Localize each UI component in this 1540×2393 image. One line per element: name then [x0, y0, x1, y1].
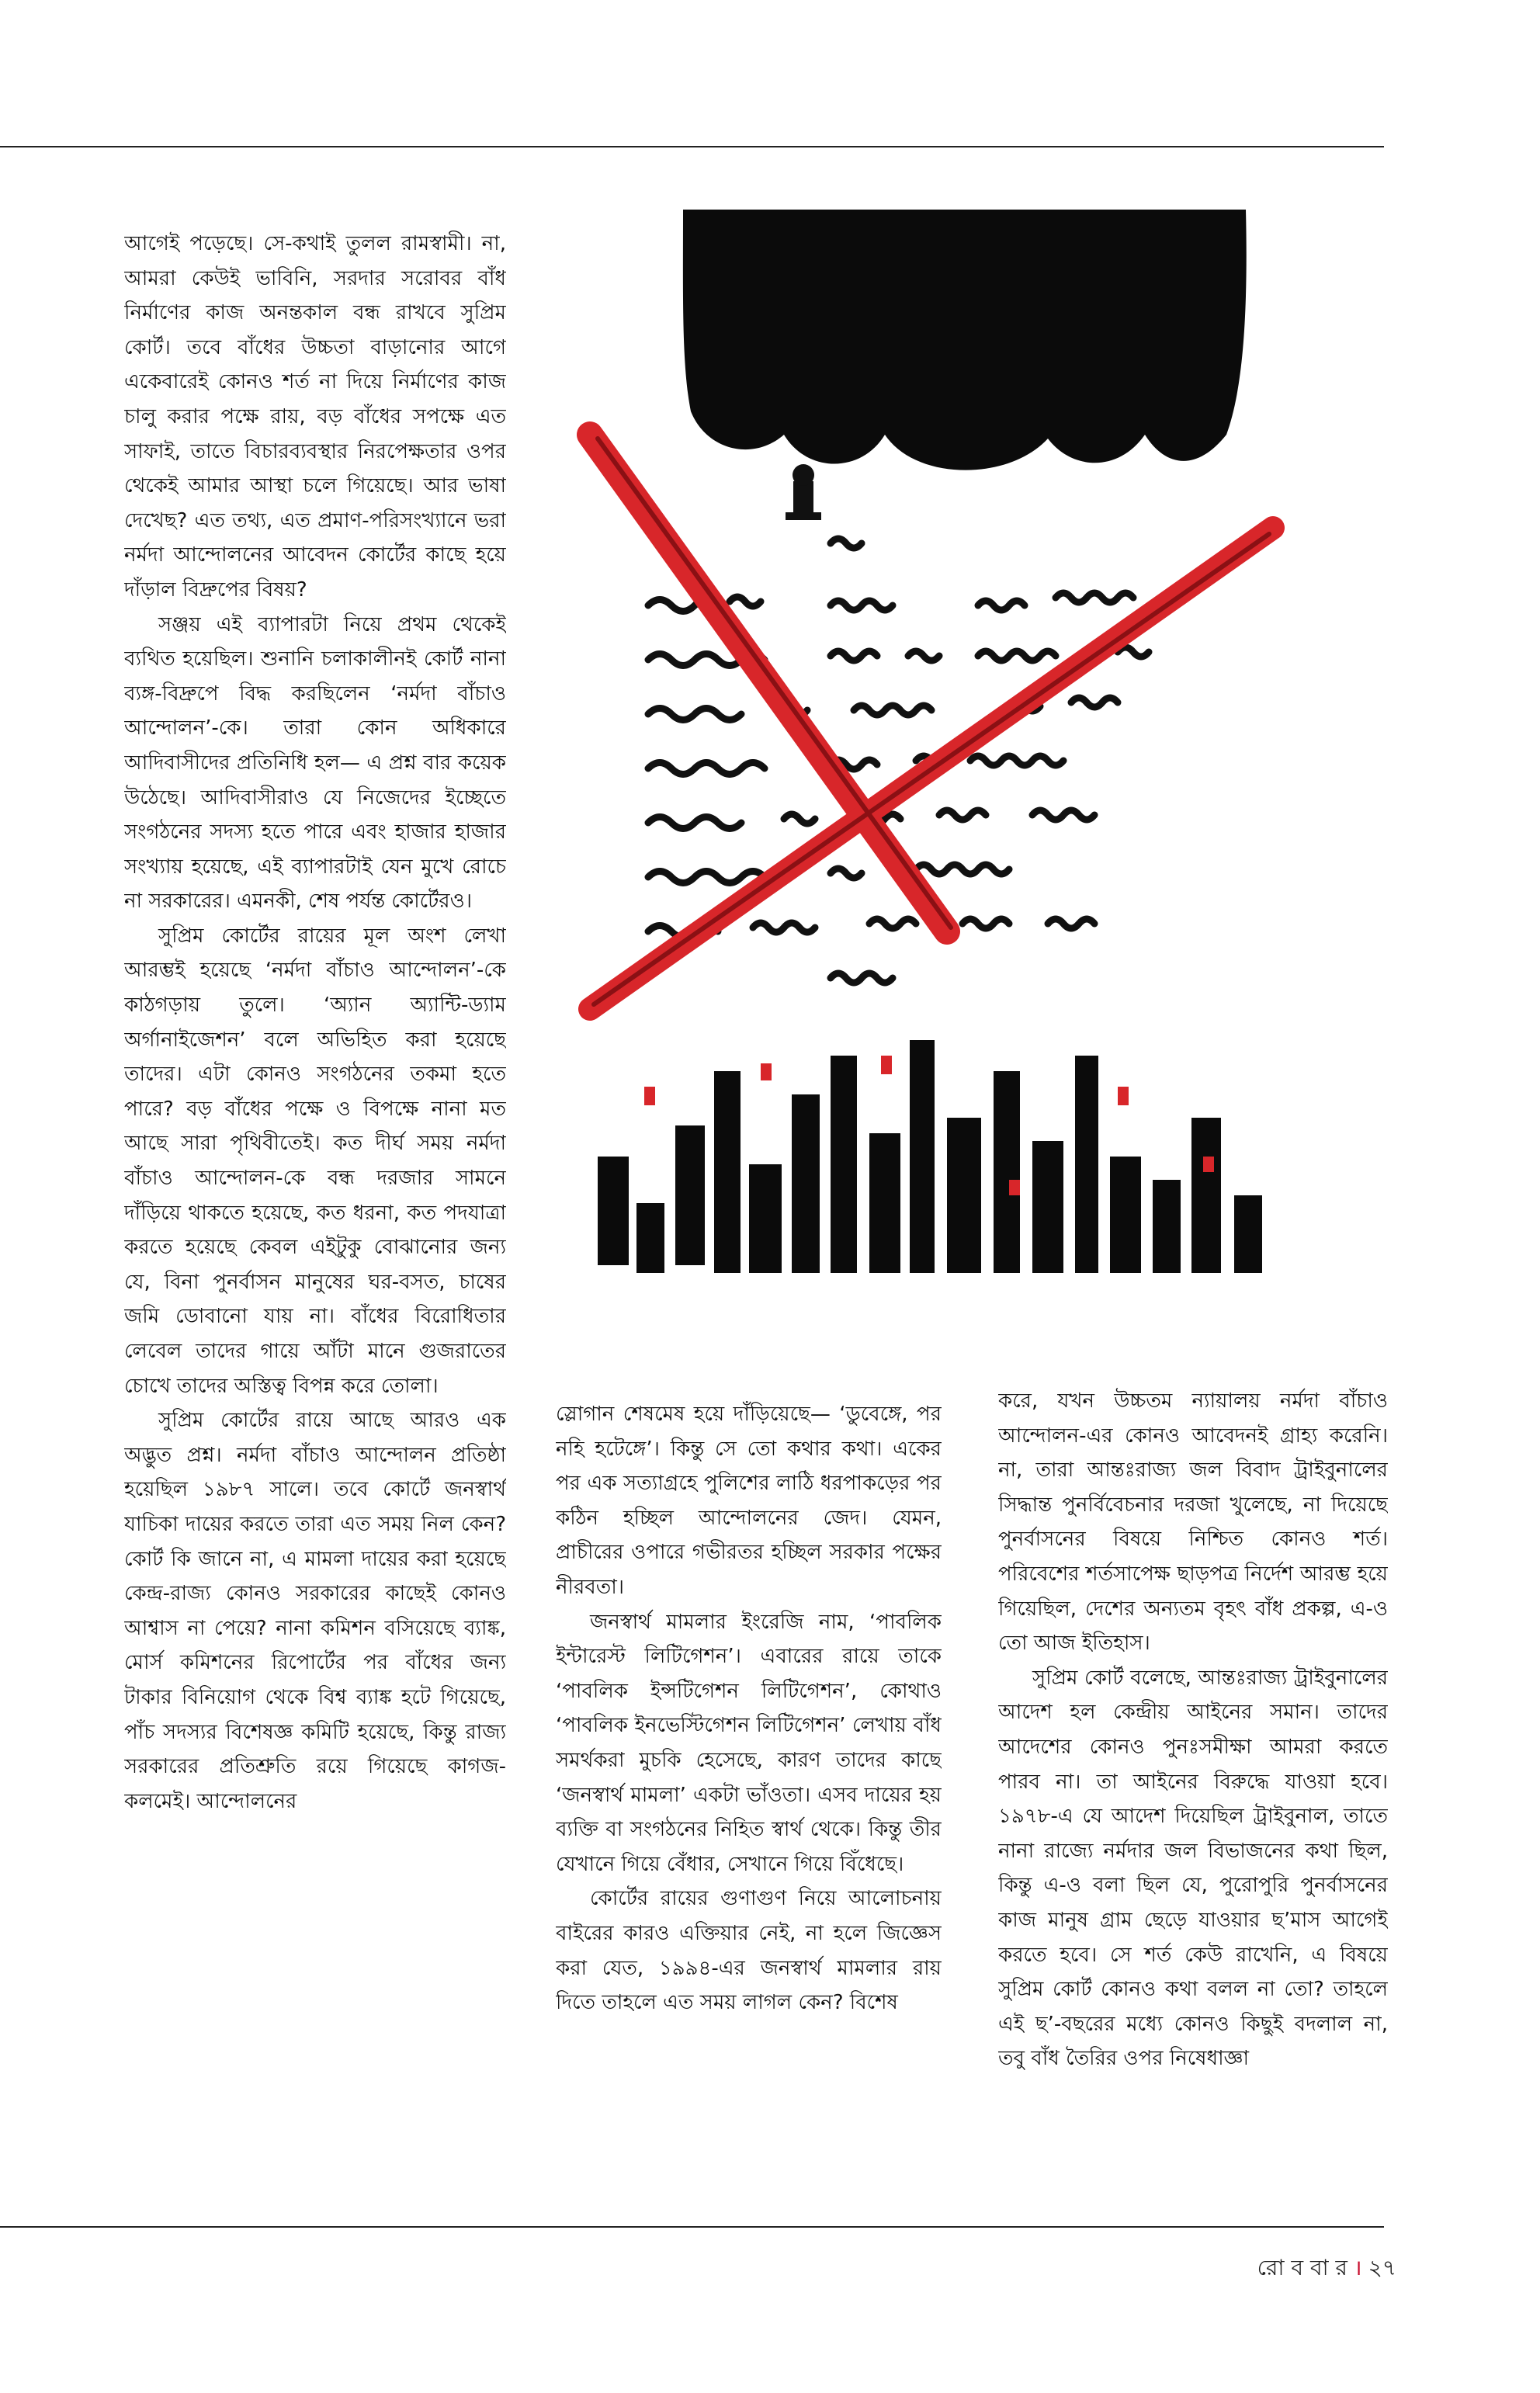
- page-number: ২৭: [1368, 2255, 1396, 2280]
- paragraph: স্লোগান শেষমেষ হয়ে দাঁড়িয়েছে— ‘ডুবেঙ্গে, পর নহি হটেঙ্গে’। কিন্তু সে তো কথার কথা। একের পর এক সত্যাগ্রহে পুলিশের লাঠি ধরপাকড়ের পর কঠিন হচ্ছিল আন্দোলনের জেদ। যেমন, প্রাচীরের ওপারে গভীরতর হচ্ছিল সরকার পক্ষের নীরবতা।: [556, 1403, 942, 1599]
- emblem-icon: [786, 464, 821, 520]
- paragraph: কোর্টের রায়ের গুণাগুণ নিয়ে আলোচনায় বাইরের কারও এক্তিয়ার নেই, না হলে জিজ্ঞেস করা যেত, ১৯৯৪-এর জনস্বার্থ মামলার রায় দিতে তাহলে এত সময় লাগল কেন? বিশেষ: [556, 1887, 942, 2015]
- protest-crowd: [598, 1040, 1262, 1273]
- black-wig-shape: [683, 210, 1247, 470]
- red-cross-mark: [590, 435, 1273, 1009]
- text-column-right: [998, 1384, 1388, 2169]
- paragraph: সুপ্রিম কোর্ট বলেছে, আন্তঃরাজ্য ট্রাইবুনালের আদেশ হল কেন্দ্রীয় আইনের সমান। তাদের আদেশের কোনও পুনঃসমীক্ষা আমরা করতে পারব না। তা আইনের বিরুদ্ধে যাওয়া হবে। ১৯৭৮-এ যে আদেশ দিয়েছিল ট্রাইবুনাল, তাতে নানা রাজ্যে নর্মদার জল বিভাজনের কথা ছিল, কিন্তু এ-ও বলা ছিল যে, পুরোপুরি পুনর্বাসনের কাজ মানুষ গ্রাম ছেড়ে যাওয়ার ছ’মাস আগেই করতে হবে। সে শর্ত কেউ রাখেনি, এ বিষয়ে সুপ্রিম কোর্ট কোনও কথা বলল না তো? তাহলে এই ছ’-বছরের মধ্যে কোনও কিছুই বদলাল না, তবু বাঁধ তৈরির ওপর নিষেধাজ্ঞা: [998, 1666, 1388, 2071]
- publication-name: রো ব বা র: [1257, 2255, 1348, 2280]
- top-rule: [0, 146, 1384, 147]
- paragraph: করে, যখন উচ্চতম ন্যায়ালয় নর্মদা বাঁচাও আন্দোলন-এর কোনও আবেদনই গ্রাহ্য করেনি। না, তারা আন্তঃরাজ্য জল বিবাদ ট্রাইবুনালের সিদ্ধান্ত পুনর্বিবেচনার দরজা খুলেছে, না দিয়েছে পুনর্বাসনের বিষয়ে নিশ্চিত কোনও শর্ত। পরিবেশের শর্তসাপেক্ষ ছাড়পত্র নির্দেশ আরম্ভ হয়ে গিয়েছিল, দেশের অন্যতম বৃহৎ বাঁধ প্রকল্প, এ-ও তো আজ ইতিহাস।: [998, 1389, 1388, 1656]
- paragraph: সুপ্রিম কোর্টের রায়ে আছে আরও এক অদ্ভুত প্রশ্ন। নর্মদা বাঁচাও আন্দোলন প্রতিষ্ঠা হয়েছিল ১৯৮৭ সালে। তবে কোর্টে জনস্বার্থ যাচিকা দায়ের করতে তারা এত সময় নিল কেন? কোর্ট কি জানে না, এ মামলা দায়ের করা হয়েছে কেন্দ্র-রাজ্য কোনও সরকারের কাছেই কোনও আশ্বাস না পেয়ে? নানা কমিশন বসিয়েছে ব্যাঙ্ক, মোর্স কমিশনের রিপোর্টের পর বাঁধের জন্য টাকার বিনিয়োগ থেকে বিশ্ব ব্যাঙ্ক হটে গিয়েছে, পাঁচ সদস্যর বিশেষজ্ঞ কমিটি হয়েছে, কিন্তু রাজ্য সরকারের প্রতিশ্রুতি রয়ে গিয়েছে কাগজ-কলমেই। আন্দোলনের: [124, 1409, 506, 1813]
- paragraph: সুপ্রিম কোর্টের রায়ের মূল অংশ লেখা আরম্ভই হয়েছে ‘নর্মদা বাঁচাও আন্দোলন’-কে কাঠগড়ায় তুলে। ‘অ্যান অ্যান্টি-ড্যাম অর্গানাইজেশন’ বলে অভিহিত করা হয়েছে তাদের। এটা কোনও সংগঠনের তকমা হতে পারে? বড় বাঁধের পক্ষে ও বিপক্ষে নানা মত আছে সারা পৃথিবীতেই। কত দীর্ঘ সময় নর্মদা বাঁচাও আন্দোলন-কে বন্ধ দরজার সামনে দাঁড়িয়ে থাকতে হয়েছে, কত ধরনা, কত পদযাত্রা করতে হয়েছে কেবল এইটুকু বোঝানোর জন্য যে, বিনা পুনর্বাসন মানুষের ঘর-বসত, চাষের জমি ডোবানো যায় না। বাঁধের বিরোধিতার লেবেল তাদের গায়ে আঁটা মানে গুজরাতের চোখে তাদের অস্তিত্ব বিপন্ন করে তোলা।: [124, 924, 506, 1398]
- text-column-middle: [556, 1397, 942, 2169]
- paragraph: জনস্বার্থ মামলার ইংরেজি নাম, ‘পাবলিক ইন্টারেস্ট লিটিগেশন’। এবারের রায়ে তাকে ‘পাবলিক ইন্সটিগেশন লিটিগেশন’, কোথাও ‘পাবলিক ইনভেস্টিগেশন লিটিগেশন’ লেখায় বাঁধ সমর্থকরা মুচকি হেসেছে, কারণ তাদের কাছে ‘জনস্বার্থ মামলা’ একটা ভাঁওতা। এসব দায়ের হয় ব্যক্তি বা সংগঠনের নিহিত স্বার্থ থেকে। কিন্তু তীর যেখানে গিয়ে বেঁধার, সেখানে গিয়ে বিঁধেছে।: [556, 1610, 942, 1876]
- paragraph: সঞ্জয় এই ব্যাপারটা নিয়ে প্রথম থেকেই ব্যথিত হয়েছিল। শুনানি চলাকালীনই কোর্ট নানা ব্যঙ্গ-বিদ্রুপে বিদ্ধ করছিলেন ‘নর্মদা বাঁচাও আন্দোলন’-কে। তারা কোন অধিকারে আদিবাসীদের প্রতিনিধি হল— এ প্রশ্ন বার কয়েক উঠেছে। আদিবাসীরাও যে নিজেদের ইচ্ছেতে সংগঠনের সদস্য হতে পারে এবং হাজার হাজার সংখ্যায় হয়েছে, এই ব্যাপারটাই যেন মুখে রোচে না সরকারের। এমনকী, শেষ পর্যন্ত কোর্টেরও।: [124, 612, 506, 914]
- text-column-left: [124, 227, 506, 2159]
- footer-separator: ।: [1353, 2255, 1362, 2280]
- page-footer: [1257, 2251, 1396, 2287]
- paragraph: আগেই পড়েছে। সে-কথাই তুলল রামস্বামী। না, আমরা কেউই ভাবিনি, সরদার সরোবর বাঁধ নির্মাণের কাজ অনন্তকাল বন্ধ রাখবে সুপ্রিম কোর্ট। তবে বাঁধের উচ্চতা বাড়ানোর আগে একেবারেই কোনও শর্ত না দিয়ে নির্মাণের কাজ চালু করার পক্ষে রায়, বড় বাঁধের সপক্ষে এত সাফাই, তাতে বিচারব্যবস্থার নিরপেক্ষতার ওপর থেকেই আমার আস্থা চলে গিয়েছে। আর ভাষা দেখেছ? এত তথ্য, এত প্রমাণ-পরিসংখ্যানে ভরা নর্মদা আন্দোলনের আবেদন কোর্টের কাছে হয়ে দাঁড়াল বিদ্রুপের বিষয়?: [124, 232, 506, 602]
- bottom-rule: [0, 2226, 1384, 2228]
- court-verdict-illustration: [574, 202, 1312, 1351]
